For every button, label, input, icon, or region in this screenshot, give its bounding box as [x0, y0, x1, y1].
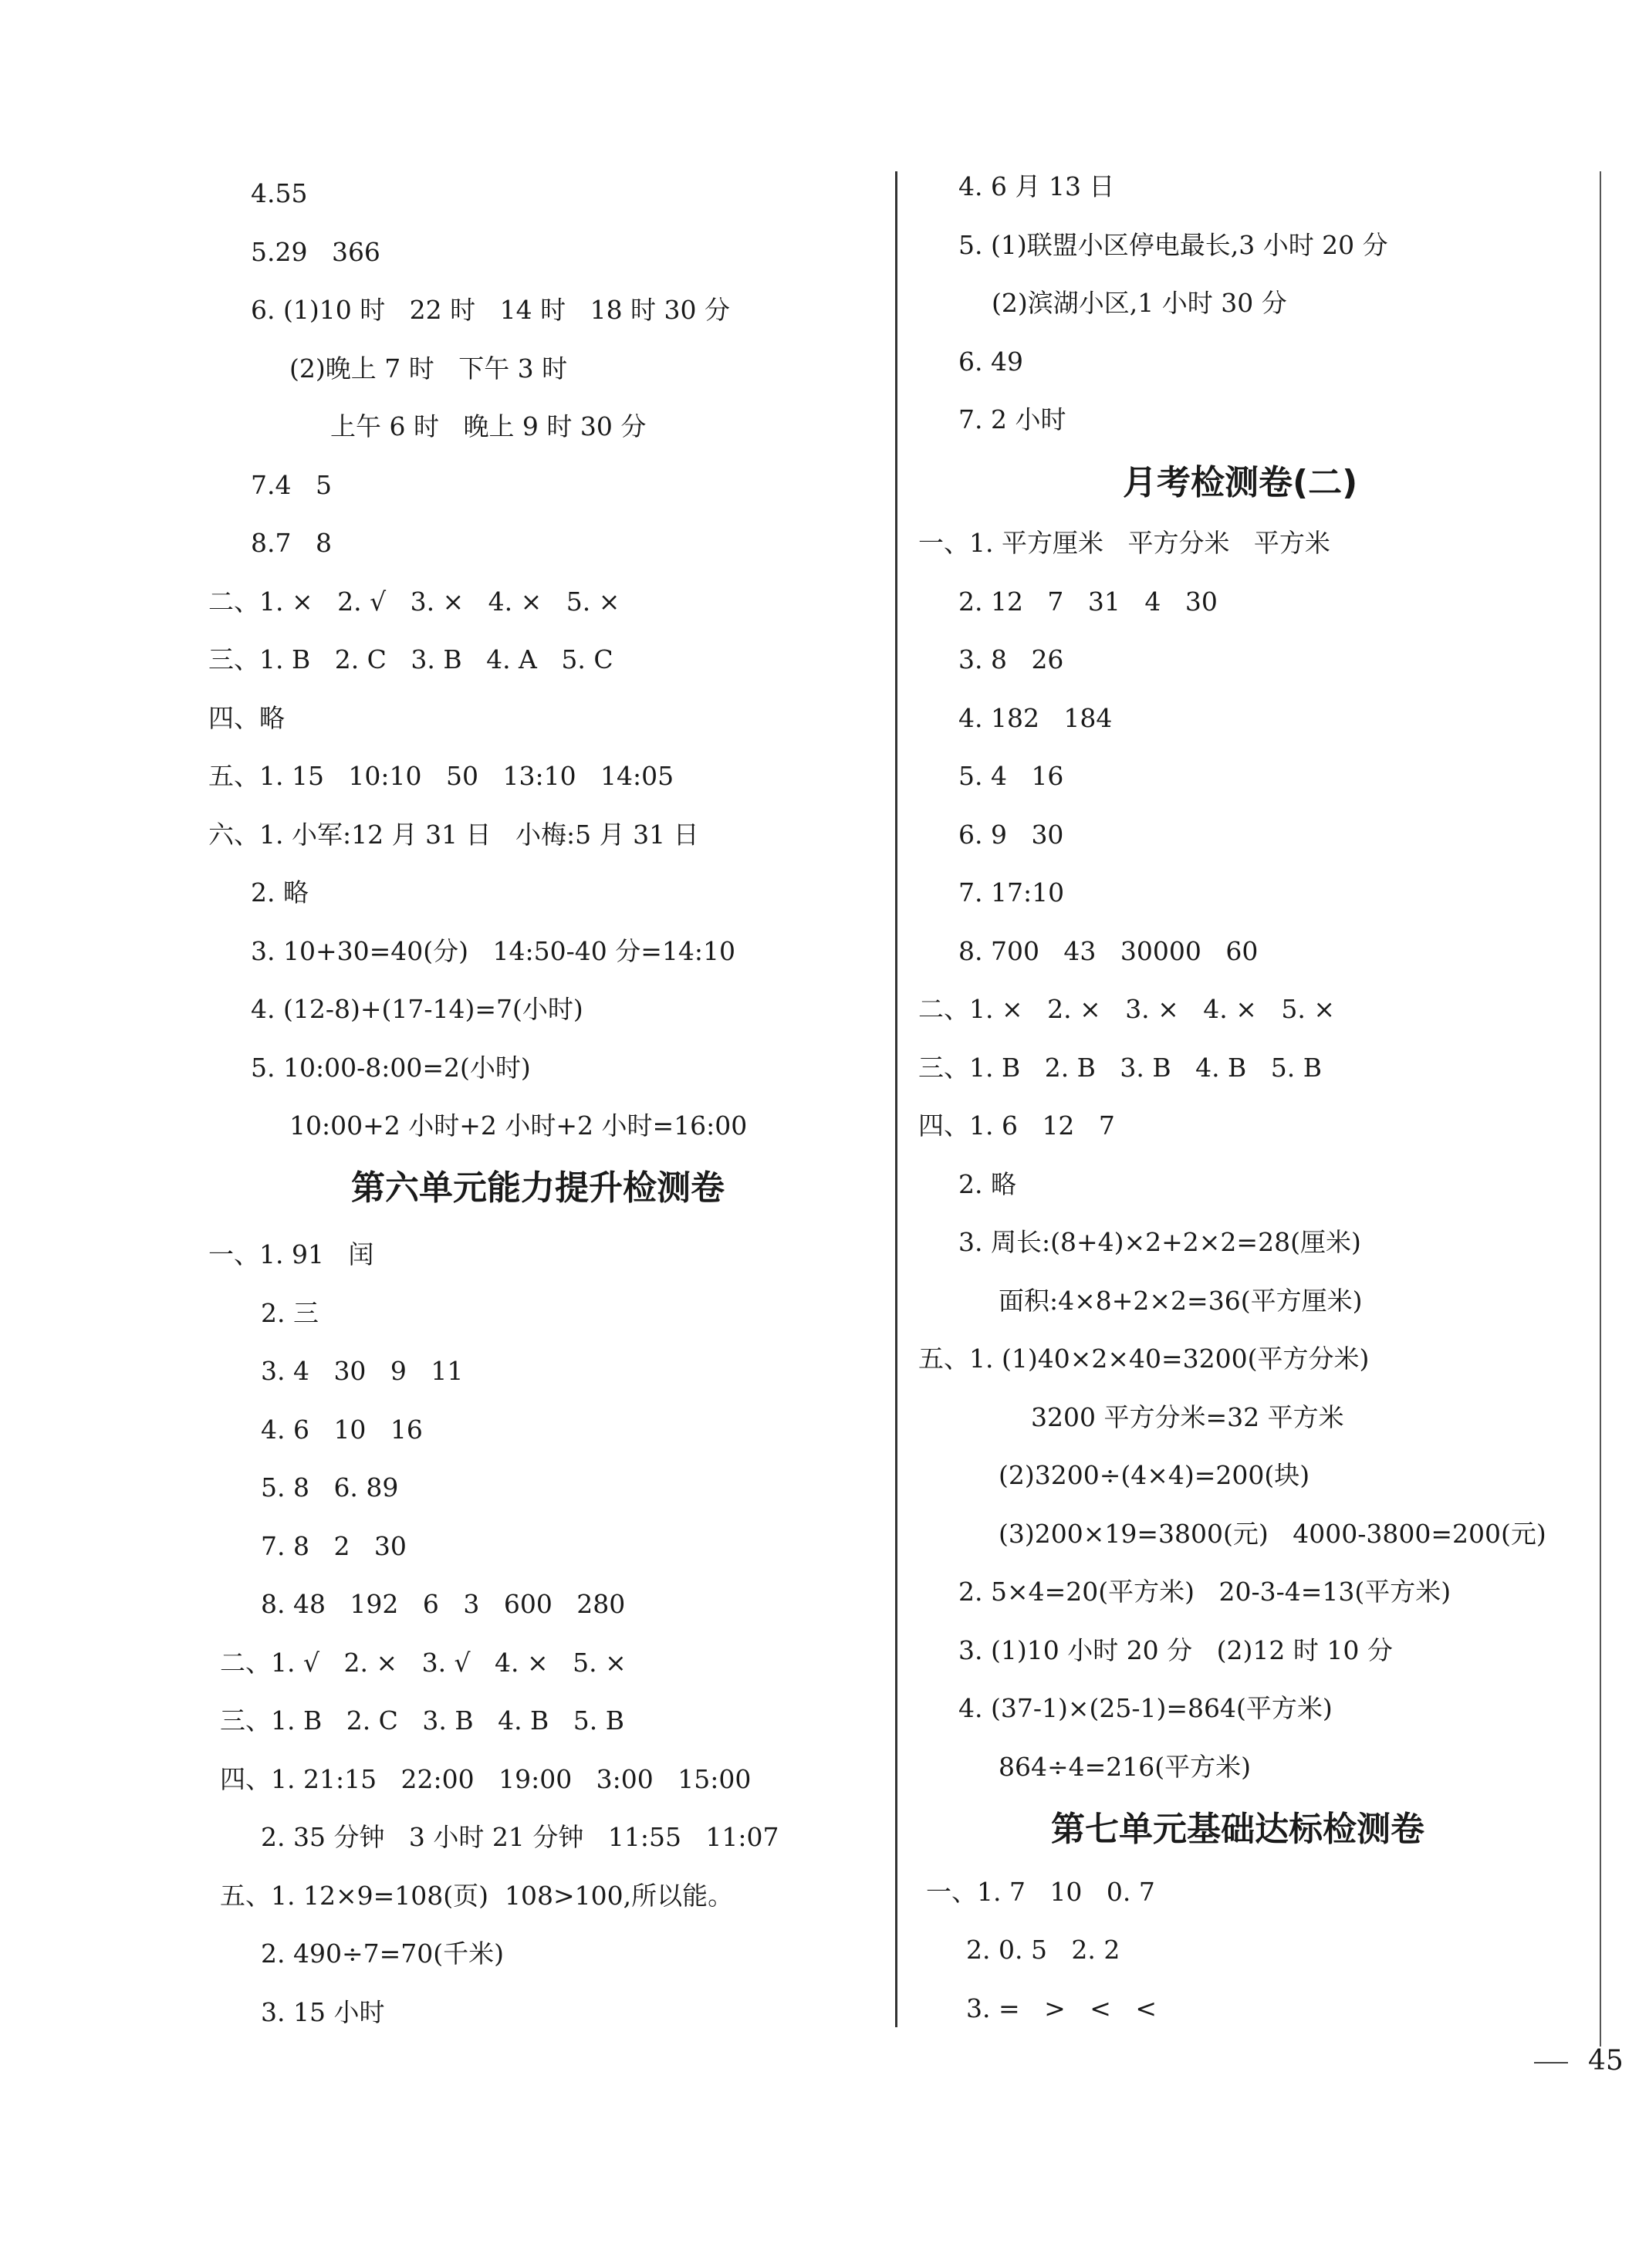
answer-line: 3. = > < <	[966, 1993, 1157, 2023]
answer-line: 四、1. 6 12 7	[918, 1110, 1115, 1141]
answer-line: 2. 5×4=20(平方米) 20-3-4=13(平方米)	[958, 1577, 1451, 1607]
answer-line: 2. 略	[251, 877, 309, 908]
answer-line: 五、1. 12×9=108(页) 108>100,所以能。	[220, 1881, 734, 1911]
answer-line: 3. 8 26	[958, 644, 1064, 674]
answer-line: 3. (1)10 小时 20 分 (2)12 时 10 分	[958, 1635, 1393, 1665]
answer-line: 8.7 8	[251, 528, 332, 558]
answer-line: 面积:4×8+2×2=36(平方厘米)	[999, 1286, 1363, 1316]
answer-line: 三、1. B 2. C 3. B 4. A 5. C	[208, 644, 613, 674]
page-number: 45	[1588, 2045, 1624, 2077]
section-heading: 月考检测卷(二)	[1123, 463, 1358, 502]
answer-line: 四、略	[208, 703, 285, 733]
answer-line: 四、1. 21:15 22:00 19:00 3:00 15:00	[220, 1764, 752, 1794]
answer-line: 8. 48 192 6 3 600 280	[261, 1589, 626, 1619]
answer-line: 5. 10:00-8:00=2(小时)	[251, 1053, 531, 1083]
answer-line: 7.4 5	[251, 470, 332, 500]
answer-line: (3)200×19=3800(元) 4000-3800=200(元)	[999, 1519, 1546, 1549]
answer-line: 4. 182 184	[958, 703, 1113, 733]
page-number-dash	[1534, 2062, 1568, 2064]
answer-line: 4. 6 10 16	[261, 1415, 423, 1445]
answer-line: 2. 0. 5 2. 2	[966, 1935, 1120, 1965]
answer-line: 3. 15 小时	[261, 1997, 385, 2027]
column-divider	[895, 171, 897, 2027]
section-heading: 第六单元能力提升检测卷	[351, 1168, 725, 1208]
answer-line: 10:00+2 小时+2 小时+2 小时=16:00	[289, 1110, 748, 1141]
answer-line: 7. 17:10	[958, 877, 1065, 908]
right-margin-rule	[1600, 171, 1601, 2047]
answer-line: (2)滨湖小区,1 小时 30 分	[992, 288, 1287, 318]
answer-line: 5. 8 6. 89	[261, 1472, 399, 1502]
answer-line: (2)晚上 7 时 下午 3 时	[289, 353, 568, 384]
answer-line: 一、1. 7 10 0. 7	[926, 1877, 1155, 1907]
answer-line: 二、1. √ 2. × 3. √ 4. × 5. ×	[220, 1648, 627, 1678]
answer-line: 2. 12 7 31 4 30	[958, 586, 1218, 617]
answer-line: 7. 2 小时	[958, 404, 1066, 434]
answer-line: 7. 8 2 30	[261, 1531, 407, 1561]
answer-line: 4. 6 月 13 日	[958, 171, 1115, 201]
answer-line: 3. 4 30 9 11	[261, 1356, 464, 1386]
answer-line: 6. 9 30	[958, 820, 1064, 850]
answer-line: 二、1. × 2. × 3. × 4. × 5. ×	[918, 994, 1336, 1024]
answer-line: 5.29 366	[251, 237, 380, 267]
answer-line: 6. (1)10 时 22 时 14 时 18 时 30 分	[251, 295, 731, 325]
answer-line: 五、1. (1)40×2×40=3200(平方分米)	[918, 1344, 1370, 1374]
answer-line: (2)3200÷(4×4)=200(块)	[999, 1460, 1310, 1490]
answer-line: 4. (37-1)×(25-1)=864(平方米)	[958, 1693, 1333, 1723]
answer-line: 2. 35 分钟 3 小时 21 分钟 11:55 11:07	[261, 1822, 779, 1852]
answer-line: 6. 49	[958, 346, 1023, 377]
answer-line: 三、1. B 2. B 3. B 4. B 5. B	[918, 1053, 1323, 1083]
answer-line: 3. 10+30=40(分) 14:50-40 分=14:10	[251, 936, 735, 966]
section-heading: 第七单元基础达标检测卷	[1051, 1810, 1424, 1849]
answer-line: 2. 略	[958, 1169, 1016, 1199]
answer-line: 一、1. 91 闰	[208, 1239, 374, 1269]
answer-line: 上午 6 时 晚上 9 时 30 分	[330, 411, 647, 441]
answer-line: 一、1. 平方厘米 平方分米 平方米	[918, 528, 1330, 558]
answer-line: 2. 490÷7=70(千米)	[261, 1938, 504, 1969]
answer-line: 4.55	[251, 178, 308, 208]
answer-line: 3. 周长:(8+4)×2+2×2=28(厘米)	[958, 1227, 1361, 1257]
answer-line: 864÷4=216(平方米)	[999, 1752, 1252, 1782]
answer-line: 三、1. B 2. C 3. B 4. B 5. B	[220, 1705, 625, 1736]
answer-line: 5. 4 16	[958, 761, 1064, 791]
answer-line: 4. (12-8)+(17-14)=7(小时)	[251, 994, 583, 1024]
answer-line: 二、1. × 2. √ 3. × 4. × 5. ×	[208, 586, 620, 617]
answer-line: 2. 三	[261, 1298, 319, 1328]
answer-line: 六、1. 小军:12 月 31 日 小梅:5 月 31 日	[208, 820, 699, 850]
answer-line: 5. (1)联盟小区停电最长,3 小时 20 分	[958, 230, 1388, 260]
answer-line: 3200 平方分米=32 平方米	[1031, 1402, 1344, 1432]
answer-line: 五、1. 15 10:10 50 13:10 14:05	[208, 761, 674, 791]
answer-line: 8. 700 43 30000 60	[958, 936, 1259, 966]
